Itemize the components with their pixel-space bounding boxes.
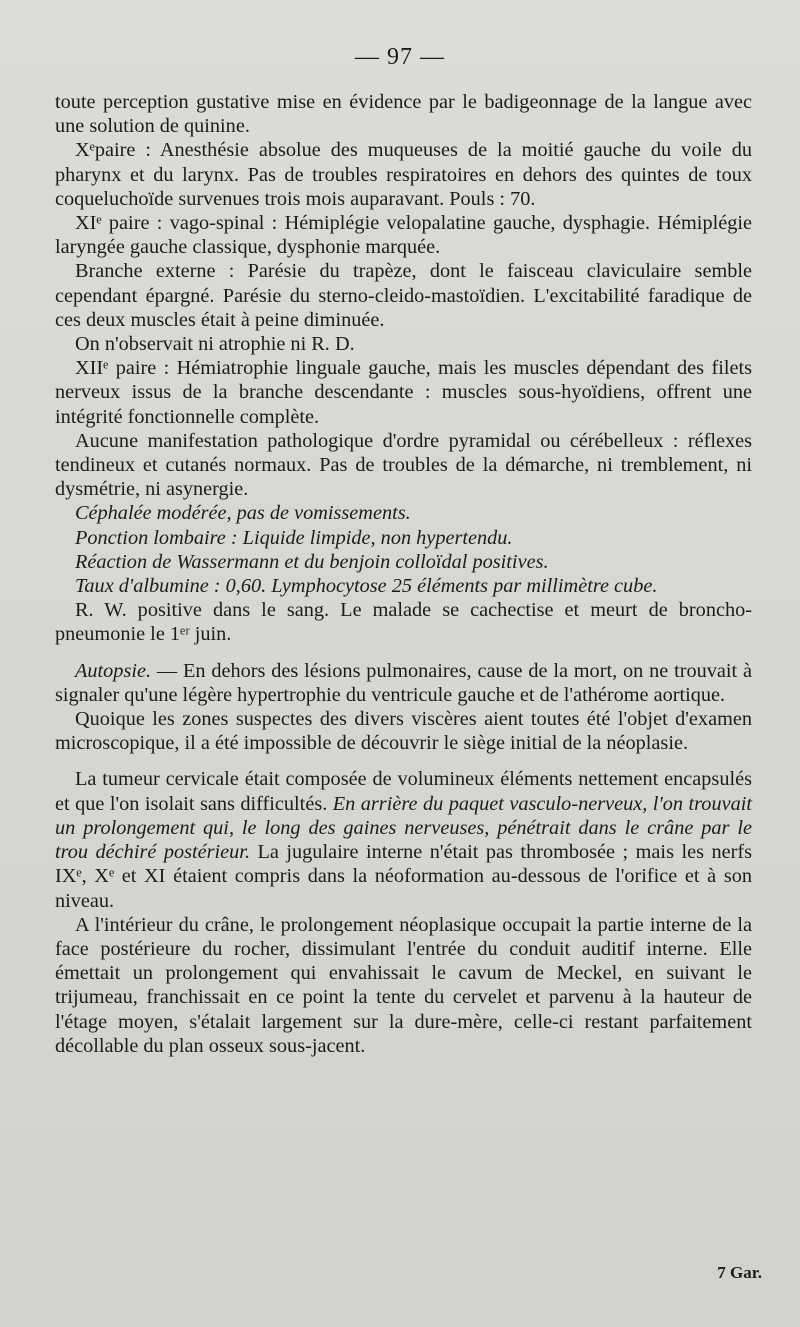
body-text [55,90,752,1058]
italic-paragraph: Ponction lombaire : Liquide limpide, non hypertendu. [75,526,513,549]
autopsy-paragraph [55,659,752,707]
paragraph: R. W. positive dans le sang. Le malade se cachectise et meurt de broncho-pneumonie le 1ᵉʳ juin. [55,599,752,646]
tumor-paragraph [55,767,752,912]
italic-paragraph: Taux d'albumine : 0,60. Lymphocytose 25 éléments par millimètre cube. [75,575,658,598]
paragraph: toute perception gustative mise en évidence par le badigeonnage de la langue avec une solution de quinine. [55,91,752,138]
italic-paragraph: Céphalée modérée, pas de vomissements. [75,502,411,525]
paragraph: XIIᵉ paire : Hémiatrophie linguale gauche, mais les muscles dépendant des filets nerveux issus de la branche descendante : muscles sous-hyoïdiens, offrent une intégrité fonctionnelle complète. [55,357,752,428]
paragraph: A l'intérieur du crâne, le prolongement néoplasique occupait la partie interne de la face postérieure du rocher, dissimulant l'entrée du conduit auditif interne. Elle émettait un prolongement qui envahissait le cavum de Meckel, en suivant le trijumeau, franchissait en ce point la tente du cervelet et parvenu à la hauteur de l'étage moyen, s'étalait largement sur la dure-mère, celle-ci restant parfaitement décollable du plan osseux sous-jacent. [55,913,752,1057]
page-number: — 97 — [355,44,445,70]
paragraph: Xᵉpaire : Anesthésie absolue des muqueuses de la moitié gauche du voile du pharynx et du larynx. Pas de troubles respiratoires en dehors des quintes de toux coqueluchoïde survenues trois mois auparavant. Pouls : 70. [55,139,752,210]
paragraph: Quoique les zones suspectes des divers viscères aient toutes été l'objet d'examen microscopique, il a été impossible de découvrir le siège initial de la néoplasie. [55,708,752,755]
paragraph: XIᵉ paire : vago-spinal : Hémiplégie velopalatine gauche, dysphagie. Hémiplégie laryngée gauche classique, dysphonie marquée. [55,212,752,259]
paragraph: Branche externe : Parésie du trapèze, dont le faisceau claviculaire semble cependant épargné. Parésie du sterno-cleido-mastoïdien. L'excitabilité faradique de ces deux muscles était à peine diminuée. [55,260,752,331]
italic-paragraph: Réaction de Wassermann et du benjoin colloïdal positives. [75,550,549,573]
tumor-text-a: La tumeur cervicale était composée de volumineux éléments nettement encapsulés et que l'on isolait sans difficultés. [55,768,752,815]
tumor-text-italic: En arrière du paquet vasculo-nerveux, l'on trouvait un prolongement qui, le long des gaines nerveuses, pénétrait dans le crâne par le trou déchiré postérieur. [55,792,752,864]
signature-mark: 7 Gar. [717,1263,762,1282]
autopsy-heading: Autopsie. [75,659,152,682]
tumor-text-c: La jugulaire interne n'était pas thrombosée ; mais les nerfs IXᵉ, Xᵉ et XI étaient compris dans la néoformation au-dessous de l'orifice et à son niveau. [55,841,752,912]
paragraph: On n'observait ni atrophie ni R. D. [75,333,355,356]
autopsy-text: — En dehors des lésions pulmonaires, cause de la mort, on ne trouvait à signaler qu'une légère hypertrophie du ventricule gauche et de l'athérome aortique. [55,659,752,706]
paragraph: Aucune manifestation pathologique d'ordre pyramidal ou cérébelleux : réflexes tendineux et cutanés normaux. Pas de troubles de la démarche, ni tremblement, ni dysmétrie, ni asynergie. [55,429,752,501]
